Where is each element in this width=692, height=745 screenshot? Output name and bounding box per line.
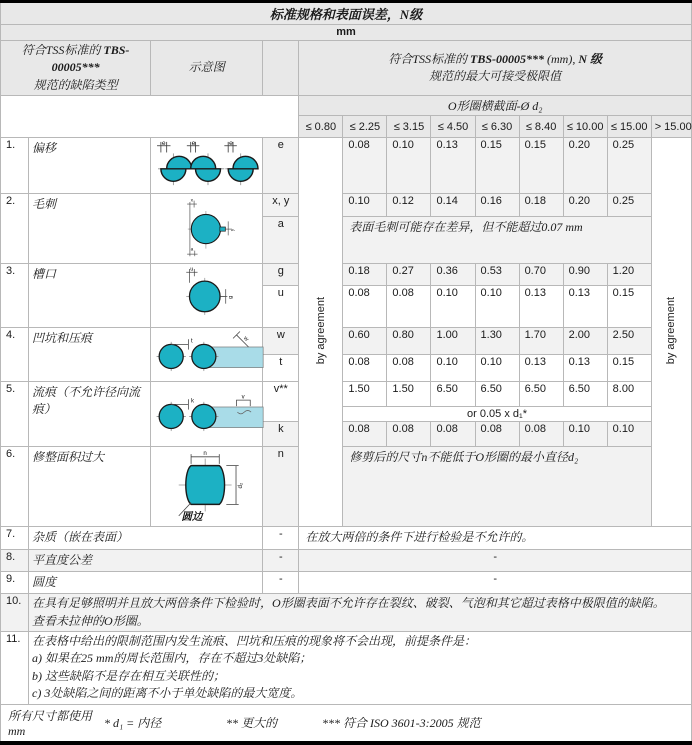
notch-diagram-svg bbox=[154, 265, 262, 323]
header-empty-cell bbox=[1, 96, 299, 138]
dim-label-e: e bbox=[162, 139, 166, 147]
table-row-10 bbox=[1, 594, 692, 632]
diagram-pits bbox=[151, 328, 263, 382]
header-row-2 bbox=[1, 96, 692, 116]
row-1-label: 偏移 bbox=[29, 138, 151, 194]
row-7-label: 杂质（嵌在表面） bbox=[29, 527, 263, 550]
table-row-11 bbox=[1, 631, 692, 704]
table-row-6 bbox=[1, 447, 692, 527]
header-cross-section: O形圈横截面-Ø d₂ bbox=[299, 96, 692, 116]
value-cell: 0.10 bbox=[607, 422, 651, 447]
col-header-size-4: ≤ 6.30 bbox=[475, 116, 519, 138]
row-5-symbol-k: k bbox=[263, 422, 299, 447]
value-cell: 0.53 bbox=[475, 264, 519, 286]
row-9-note: - bbox=[299, 572, 692, 594]
footer-notes bbox=[1, 704, 692, 743]
row-3-symbol-u: u bbox=[263, 286, 299, 328]
col-header-size-3: ≤ 4.50 bbox=[431, 116, 475, 138]
value-cell: 0.08 bbox=[343, 138, 387, 194]
offset-diagram-svg bbox=[154, 139, 262, 189]
value-cell: 0.15 bbox=[607, 355, 651, 382]
value-cell: 0.25 bbox=[607, 138, 651, 194]
value-cell: 0.15 bbox=[475, 138, 519, 194]
value-cell: 0.10 bbox=[343, 194, 387, 217]
row-3-number: 3. bbox=[1, 264, 29, 328]
value-cell: 0.80 bbox=[387, 328, 431, 355]
diagram-flow-marks bbox=[151, 382, 263, 447]
value-cell: 0.13 bbox=[563, 286, 607, 328]
row-2-symbol-xy: x, y bbox=[263, 194, 299, 217]
value-cell: 0.20 bbox=[563, 138, 607, 194]
dim-label-t: t bbox=[191, 338, 193, 345]
row-9-number: 9. bbox=[1, 572, 29, 594]
table-row-3a bbox=[1, 264, 692, 286]
unit-row bbox=[1, 25, 692, 41]
row-7-symbol: - bbox=[263, 527, 299, 550]
value-cell: 1.20 bbox=[607, 264, 651, 286]
flow-marks-diagram-svg bbox=[154, 389, 264, 437]
value-cell: 0.20 bbox=[563, 194, 607, 217]
table-row-2a bbox=[1, 194, 692, 217]
row-10-text: 在具有足够照明并且放大两倍条件下检验时，O形圈表面不允许存在裂纹、破裂、气泡和其它超过表格中极限值的缺陷。 查看未拉伸的O形圈。 bbox=[29, 594, 692, 632]
round-edge-label: 圆边 bbox=[181, 512, 203, 524]
by-agreement-right-label: by agreement bbox=[665, 297, 678, 365]
unit-label: mm bbox=[1, 25, 692, 41]
value-cell: 6.50 bbox=[563, 382, 607, 407]
row-1-symbol: e bbox=[263, 138, 299, 194]
row-9-label: 圆度 bbox=[29, 572, 263, 594]
value-cell: 0.16 bbox=[475, 194, 519, 217]
by-agreement-left-cell bbox=[299, 138, 343, 527]
value-cell: 0.10 bbox=[475, 286, 519, 328]
value-cell: 0.08 bbox=[387, 286, 431, 328]
footer-note-units: 所有尺寸都使用mm bbox=[8, 708, 93, 738]
header-defect-type: 符合TSS标准的 TBS-00005*** 规范的缺陷类型 bbox=[1, 41, 151, 96]
value-cell: 1.50 bbox=[387, 382, 431, 407]
value-cell: 0.70 bbox=[519, 264, 563, 286]
header-row-1 bbox=[1, 41, 692, 96]
footer-row bbox=[1, 704, 692, 743]
row-5-number: 5. bbox=[1, 382, 29, 447]
col-header-size-5: ≤ 8.40 bbox=[519, 116, 563, 138]
burr-diagram-svg bbox=[154, 195, 262, 259]
row-2-note: 表面毛刺可能存在差异，但不能超过0.07 mm bbox=[343, 216, 651, 263]
table-row-9 bbox=[1, 572, 692, 594]
row-11-number: 11. bbox=[1, 631, 29, 704]
header-symbol-col bbox=[263, 41, 299, 96]
dim-label-w: w bbox=[242, 335, 250, 344]
table-row-8 bbox=[1, 550, 692, 572]
value-cell: 0.36 bbox=[431, 264, 475, 286]
value-cell: 0.10 bbox=[563, 422, 607, 447]
diagram-trim-area bbox=[151, 447, 263, 527]
value-cell: 0.13 bbox=[519, 286, 563, 328]
row-5-label: 流痕（不允许径向流痕） bbox=[29, 382, 151, 447]
value-cell: 0.13 bbox=[431, 138, 475, 194]
row-4-label: 凹坑和压痕 bbox=[29, 328, 151, 382]
col-header-size-0: ≤ 0.80 bbox=[299, 116, 343, 138]
value-cell: 0.13 bbox=[519, 355, 563, 382]
table-row-5a bbox=[1, 382, 692, 407]
value-cell: 1.70 bbox=[519, 328, 563, 355]
row-4-symbol-t: t bbox=[263, 355, 299, 382]
value-cell: 0.15 bbox=[519, 138, 563, 194]
dim-label-v: v bbox=[241, 394, 245, 401]
row-2-number: 2. bbox=[1, 194, 29, 264]
value-cell: 0.10 bbox=[431, 286, 475, 328]
row-2-label: 毛刺 bbox=[29, 194, 151, 264]
dim-label-x: x bbox=[190, 198, 194, 204]
col-header-size-8: > 15.00 bbox=[651, 116, 691, 138]
value-cell: 1.00 bbox=[431, 328, 475, 355]
value-cell: 0.08 bbox=[519, 422, 563, 447]
row-7-note: 在放大两倍的条件下进行检验是不允许的。 bbox=[299, 527, 692, 550]
value-cell: 0.10 bbox=[387, 138, 431, 194]
value-cell: 0.60 bbox=[343, 328, 387, 355]
dim-label-y: y bbox=[230, 228, 236, 232]
row-5-symbol-v: v** bbox=[263, 382, 299, 422]
value-cell: 0.90 bbox=[563, 264, 607, 286]
by-agreement-left-label: by agreement bbox=[314, 297, 327, 365]
value-cell: 6.50 bbox=[475, 382, 519, 407]
value-cell: 0.08 bbox=[387, 422, 431, 447]
dim-label-e: e bbox=[229, 139, 234, 147]
dim-label-u: u bbox=[190, 266, 194, 273]
row-6-number: 6. bbox=[1, 447, 29, 527]
dim-label-g: g bbox=[228, 295, 235, 300]
row-10-number: 10. bbox=[1, 594, 29, 632]
row-8-number: 8. bbox=[1, 550, 29, 572]
table-row-7 bbox=[1, 527, 692, 550]
value-cell: 0.15 bbox=[607, 286, 651, 328]
value-cell: 0.18 bbox=[519, 194, 563, 217]
value-cell: 0.08 bbox=[431, 422, 475, 447]
trim-diagram-svg bbox=[159, 448, 254, 522]
value-cell: 1.30 bbox=[475, 328, 519, 355]
header-spec: 符合TSS标准的 TBS-00005*** (mm), N 级 规范的最大可接受极限值 bbox=[299, 41, 692, 96]
value-cell: 2.00 bbox=[563, 328, 607, 355]
row-5-or-note: or 0.05 x d₁* bbox=[343, 407, 651, 422]
row-2-symbol-a: a bbox=[263, 216, 299, 263]
row-9-symbol: - bbox=[263, 572, 299, 594]
value-cell: 6.50 bbox=[519, 382, 563, 407]
row-8-symbol: - bbox=[263, 550, 299, 572]
col-header-size-1: ≤ 2.25 bbox=[343, 116, 387, 138]
value-cell: 0.08 bbox=[387, 355, 431, 382]
value-cell: 0.14 bbox=[431, 194, 475, 217]
row-3-label: 槽口 bbox=[29, 264, 151, 328]
value-cell: 0.10 bbox=[431, 355, 475, 382]
row-3-symbol-g: g bbox=[263, 264, 299, 286]
value-cell: 1.50 bbox=[343, 382, 387, 407]
dim-label-e: e bbox=[191, 139, 196, 147]
value-cell: 0.10 bbox=[475, 355, 519, 382]
row-4-number: 4. bbox=[1, 328, 29, 382]
row-6-symbol-n: n bbox=[263, 447, 299, 527]
value-cell: 0.08 bbox=[475, 422, 519, 447]
value-cell: 0.18 bbox=[343, 264, 387, 286]
value-cell: 0.27 bbox=[387, 264, 431, 286]
by-agreement-right-cell bbox=[651, 138, 691, 527]
row-6-note: 修剪后的尺寸n不能低于O形圈的最小直径d₂ bbox=[343, 447, 651, 527]
value-cell: 0.08 bbox=[343, 422, 387, 447]
table-row-4a bbox=[1, 328, 692, 355]
row-7-number: 7. bbox=[1, 527, 29, 550]
row-1-number: 1. bbox=[1, 138, 29, 194]
row-4-symbol-w: w bbox=[263, 328, 299, 355]
col-header-size-2: ≤ 3.15 bbox=[387, 116, 431, 138]
title-row bbox=[1, 2, 692, 25]
value-cell: 0.13 bbox=[563, 355, 607, 382]
diagram-burr bbox=[151, 194, 263, 264]
col-header-size-6: ≤ 10.00 bbox=[563, 116, 607, 138]
header-schematic: 示意图 bbox=[151, 41, 263, 96]
pits-diagram-svg bbox=[154, 329, 264, 377]
dim-label-a: a bbox=[190, 247, 194, 253]
diagram-notch bbox=[151, 264, 263, 328]
footer-note-d1: * d₁ = 内径 bbox=[104, 716, 162, 731]
page-title: 标准规格和表面误差，N级 bbox=[1, 2, 692, 25]
table-row-1 bbox=[1, 138, 692, 194]
footer-note-iso: *** 符合 ISO 3601-3:2005 规范 bbox=[322, 716, 481, 731]
footer-note-larger: ** 更大的 bbox=[226, 716, 278, 731]
value-cell: 2.50 bbox=[607, 328, 651, 355]
diagram-offset bbox=[151, 138, 263, 194]
value-cell: 0.08 bbox=[343, 286, 387, 328]
value-cell: 0.12 bbox=[387, 194, 431, 217]
row-8-label: 平直度公差 bbox=[29, 550, 263, 572]
row-6-label: 修整面积过大 bbox=[29, 447, 151, 527]
dim-label-k: k bbox=[191, 398, 195, 405]
dim-label-d2: d₂ bbox=[237, 482, 245, 489]
row-8-note: - bbox=[299, 550, 692, 572]
value-cell: 8.00 bbox=[607, 382, 651, 407]
value-cell: 6.50 bbox=[431, 382, 475, 407]
col-header-size-7: ≤ 15.00 bbox=[607, 116, 651, 138]
value-cell: 0.25 bbox=[607, 194, 651, 217]
value-cell: 0.08 bbox=[343, 355, 387, 382]
dim-label-n: n bbox=[203, 450, 208, 458]
row-11-text: 在表格中给出的限制范围内发生流痕、凹坑和压痕的现象将不会出现，前提条件是： a) 如果在25 mm的周长范围内，存在不超过3处缺陷； b) 这些缺陷不是存在相互关联性的； c) 3处缺陷之间的距离不小于单处缺陷的最大宽度。 bbox=[29, 631, 692, 704]
